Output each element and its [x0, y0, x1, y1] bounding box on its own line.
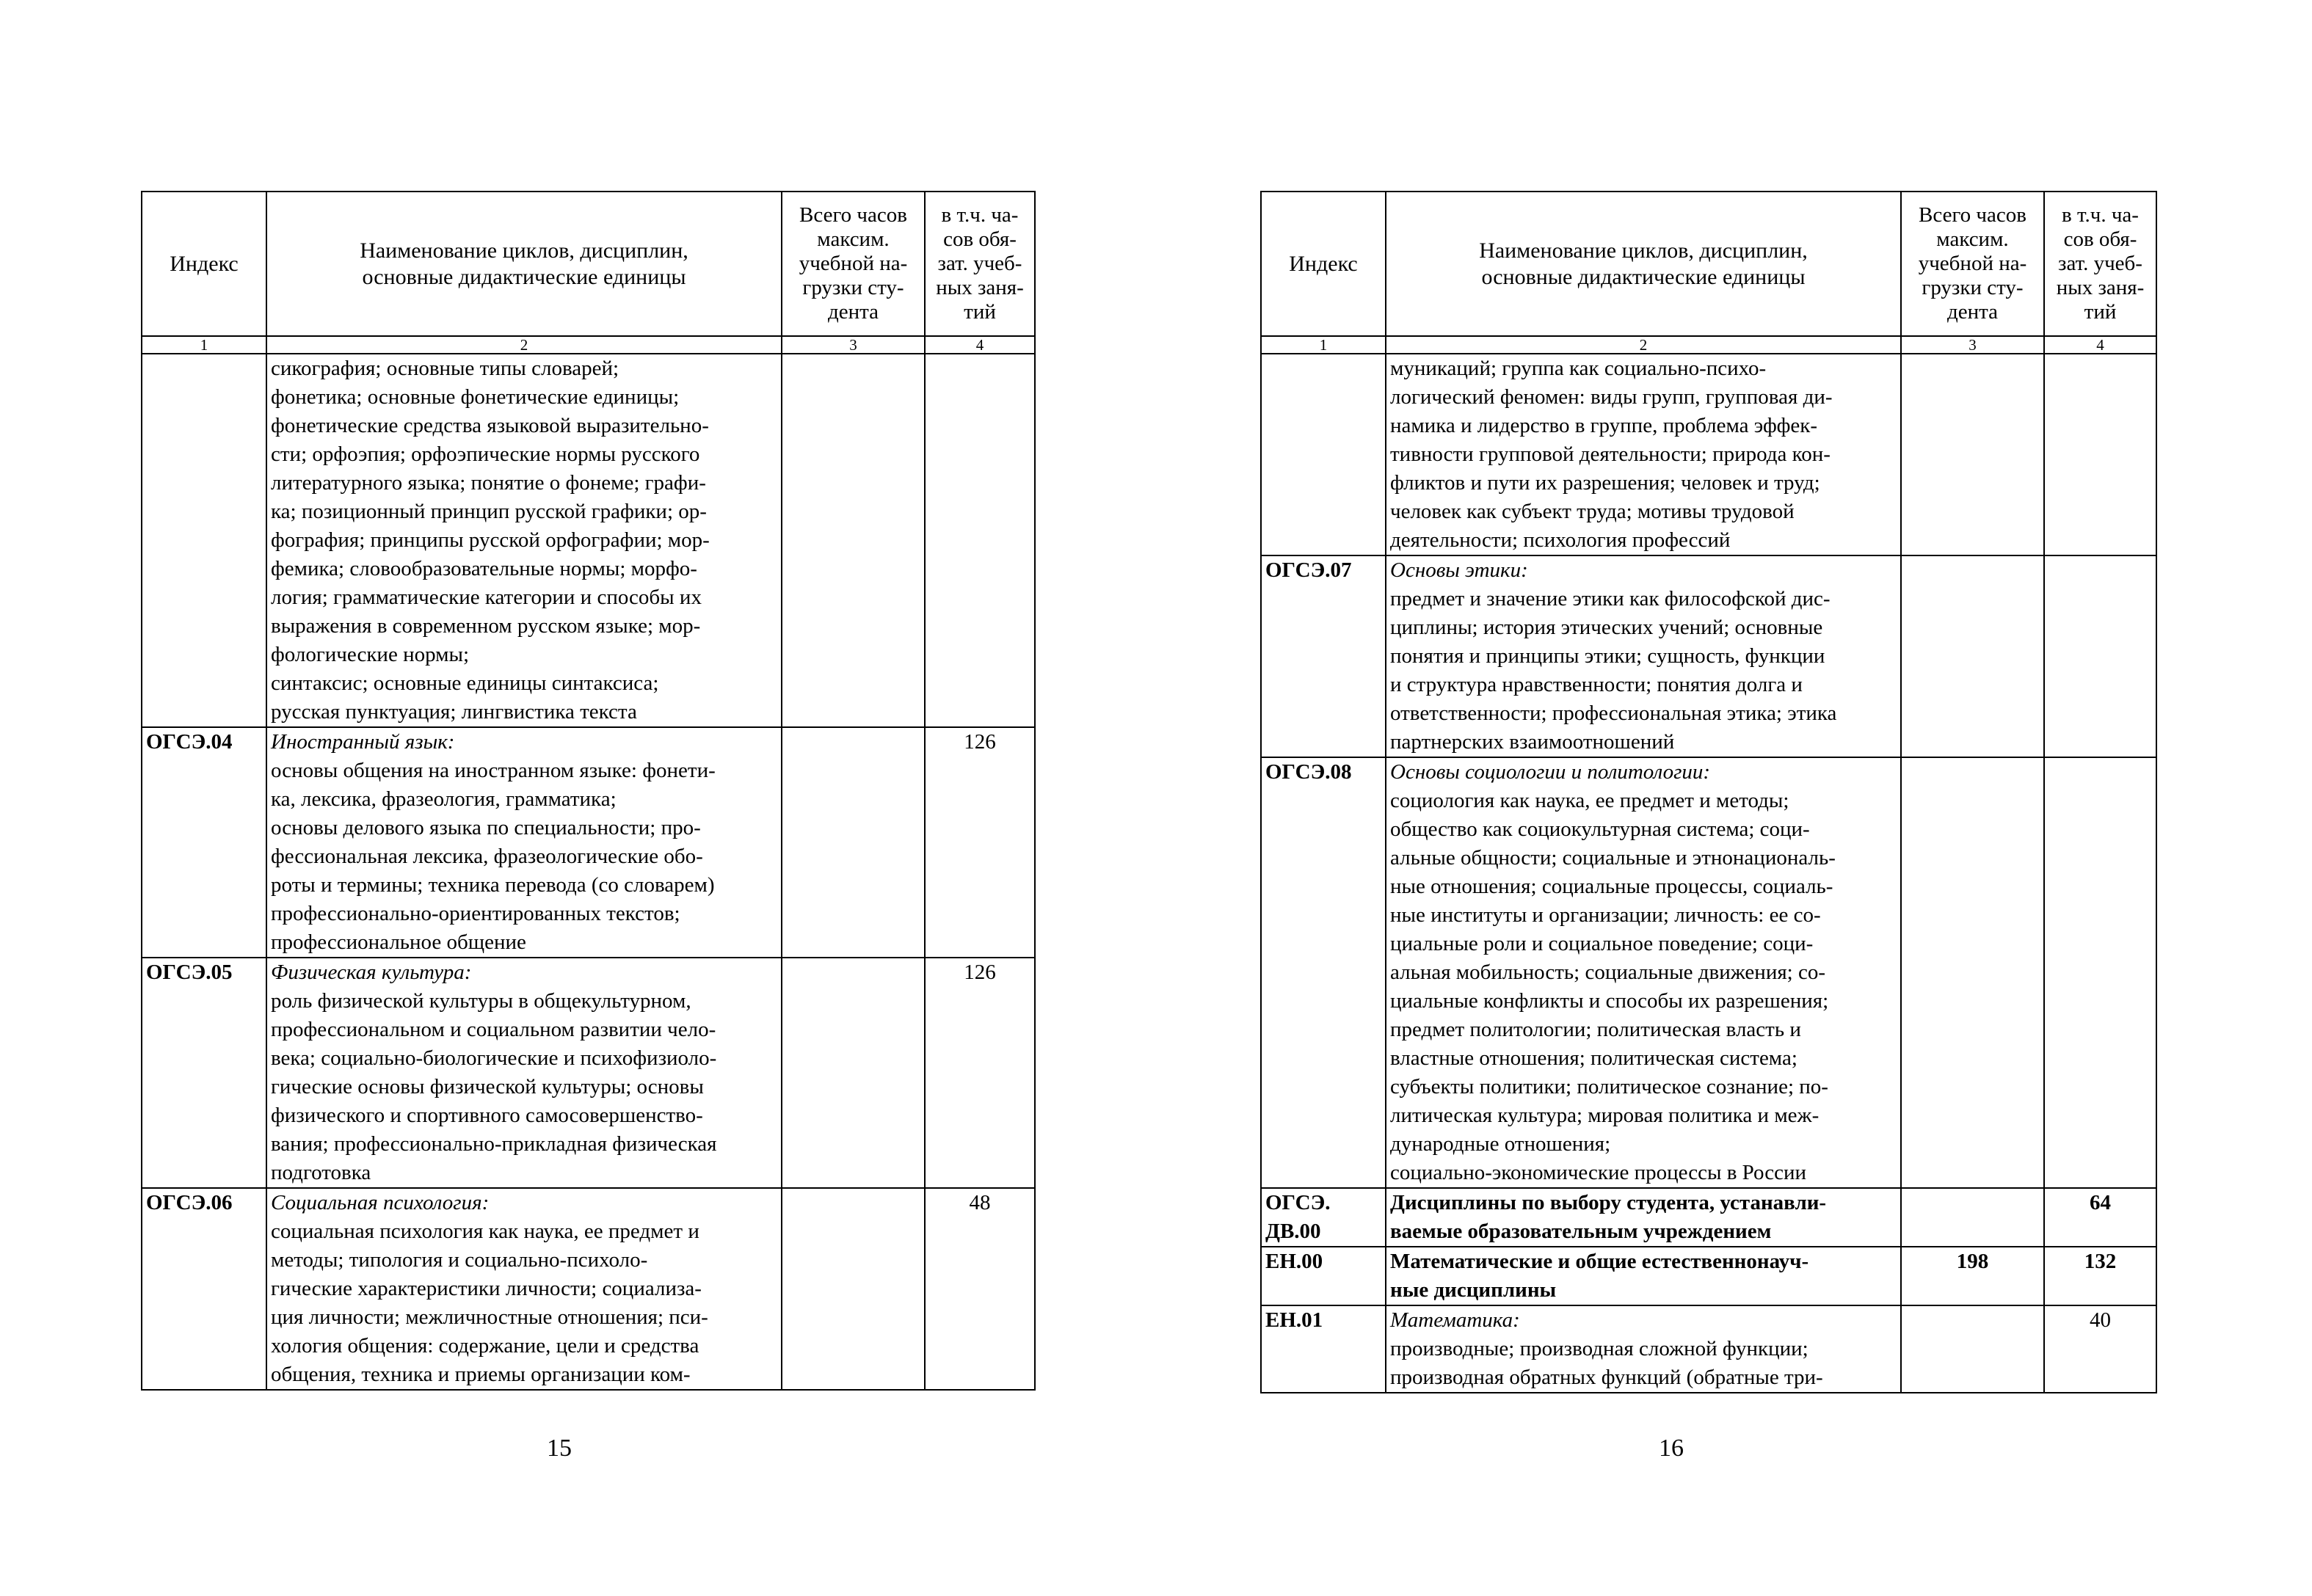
header-name — [266, 192, 782, 336]
column-number-row — [142, 336, 1035, 354]
content-line: муникаций; группа как социально-психо- — [1390, 357, 1767, 380]
row-total-hours: 198 — [1901, 1247, 2044, 1305]
row-content — [1386, 1247, 1901, 1305]
content-line: фликтов и пути их разрешения; человек и труд; — [1390, 471, 1820, 495]
content-line: сикография; основные типы словарей; — [271, 357, 619, 380]
table-row — [1261, 354, 2156, 555]
content-line: намика и лидерство в группе, проблема эффек- — [1390, 414, 1818, 437]
content-line: циальные роли и социальное поведение; соци- — [1390, 932, 1814, 955]
content-line: фография; принципы русской орфографии; мор- — [271, 528, 710, 552]
right-page — [1156, 0, 2312, 1596]
row-mandatory-hours: 40 — [2044, 1305, 2156, 1393]
header-mandatory-line: ных заня- — [936, 276, 1024, 299]
row-index: ОГСЭ. ДВ.00 — [1261, 1188, 1386, 1247]
table-body — [1261, 354, 2156, 1393]
row-content — [1386, 1188, 1901, 1247]
column-number: 1 — [1261, 336, 1386, 354]
content-line: литическая культура; мировая политика и меж- — [1390, 1104, 1820, 1127]
header-mandatory-line: ных заня- — [2056, 276, 2145, 299]
content-line: альная мобильность; социальные движения; со- — [1390, 961, 1826, 984]
content-line: синтаксис; основные единицы синтаксиса; — [271, 671, 659, 695]
column-number: 4 — [925, 336, 1035, 354]
discipline-title: Математика: — [1390, 1308, 1520, 1332]
content-line: фонетические средства языковой выразительно- — [271, 414, 709, 437]
content-line: методы; типология и социально-психоло- — [271, 1248, 648, 1272]
content-line: века; социально-биологические и психофизиоло- — [271, 1046, 717, 1070]
row-mandatory-hours: 126 — [925, 958, 1035, 1188]
discipline-title: Физическая культура: — [271, 961, 472, 984]
curriculum-table — [1260, 191, 2157, 1393]
column-number: 2 — [1386, 336, 1901, 354]
table-row — [1261, 1188, 2156, 1247]
content-line: производная обратных функций (обратные три- — [1390, 1366, 1823, 1389]
header-total-line: максим. — [1936, 227, 2009, 251]
row-content — [1386, 1305, 1901, 1393]
row-index — [142, 354, 266, 727]
header-total-line: максим. — [817, 227, 890, 251]
row-mandatory-hours — [2044, 555, 2156, 757]
row-index: ЕН.01 — [1261, 1305, 1386, 1393]
content-line: альные общности; социальные и этнонациональ- — [1390, 846, 1836, 870]
table-row — [142, 727, 1035, 958]
content-line: ка; позиционный принцип русской графики; ор- — [271, 500, 707, 523]
header-index: Индекс — [142, 192, 266, 336]
header-row — [142, 192, 1035, 336]
row-content — [1386, 354, 1901, 555]
content-line: понятия и принципы этики; сущность, функции — [1390, 644, 1825, 668]
content-line: общения, техника и приемы организации ком- — [271, 1363, 691, 1386]
row-content — [1386, 555, 1901, 757]
row-total-hours — [782, 727, 925, 958]
header-total-line: Всего часов — [1919, 203, 2026, 227]
header-mandatory — [925, 192, 1035, 336]
content-line: циплины; история этических учений; основные — [1390, 616, 1823, 639]
content-line: основы общения на иностранном языке: фонети- — [271, 759, 716, 782]
content-line: гические основы физической культуры; основы — [271, 1075, 704, 1098]
content-line: ция личности; межличностные отношения; пси- — [271, 1305, 708, 1329]
header-row — [1261, 192, 2156, 336]
column-number: 1 — [142, 336, 266, 354]
content-line: роты и термины; техника перевода (со словарем) — [271, 873, 715, 897]
row-mandatory-hours: 48 — [925, 1188, 1035, 1390]
header-total-line: учебной на- — [799, 252, 908, 275]
header-mandatory — [2044, 192, 2156, 336]
content-line: литературного языка; понятие о фонеме; графи- — [271, 471, 706, 495]
page-number: 15 — [547, 1435, 572, 1462]
row-index: ЕН.00 — [1261, 1247, 1386, 1305]
content-line: гические характеристики личности; социализа- — [271, 1277, 702, 1300]
header-mandatory-line: сов обя- — [943, 227, 1017, 251]
discipline-title: Социальная психология: — [271, 1191, 490, 1214]
header-total-line: дента — [827, 300, 879, 324]
curriculum-table — [141, 191, 1036, 1391]
content-line: предмет политологии; политическая власть и — [1390, 1018, 1801, 1041]
header-mandatory-line: тий — [2084, 300, 2117, 324]
row-index: ОГСЭ.04 — [142, 727, 266, 958]
content-line: ответственности; профессиональная этика; этика — [1390, 702, 1837, 725]
content-line: фемика; словообразовательные нормы; морфо- — [271, 557, 697, 580]
content-line: ные отношения; социальные процессы, социаль- — [1390, 875, 1833, 898]
content-line: ные дисциплины — [1390, 1278, 1557, 1302]
row-index: ОГСЭ.06 — [142, 1188, 266, 1390]
row-mandatory-hours — [2044, 354, 2156, 555]
content-line: выражения в современном русском языке; мор- — [271, 614, 701, 638]
discipline-title: Основы социологии и политологии: — [1390, 760, 1711, 784]
row-total-hours — [782, 354, 925, 727]
discipline-title: Основы этики: — [1390, 558, 1528, 582]
content-line: субъекты политики; политическое сознание; по- — [1390, 1075, 1828, 1098]
table-row — [142, 354, 1035, 727]
content-line: роль физической культуры в общекультурном, — [271, 989, 691, 1013]
content-line: ка, лексика, фразеология, грамматика; — [271, 787, 617, 811]
header-name-line: основные дидактические единицы — [362, 264, 686, 289]
header-total-line: Всего часов — [799, 203, 907, 227]
row-content — [266, 958, 782, 1188]
content-line: вания; профессионально-прикладная физическая — [271, 1132, 717, 1156]
table-row — [1261, 757, 2156, 1188]
table-row — [142, 1188, 1035, 1390]
header-name — [1386, 192, 1901, 336]
content-line: партнерских взаимоотношений — [1390, 730, 1675, 754]
header-name-line: Наименование циклов, дисциплин, — [1479, 238, 1808, 263]
header-mandatory-line: зат. учеб- — [2058, 252, 2142, 275]
content-line: властные отношения; политическая система; — [1390, 1046, 1797, 1070]
content-line: Дисциплины по выбору студента, устанавли- — [1390, 1191, 1827, 1214]
header-mandatory-line: тий — [964, 300, 996, 324]
table-body — [142, 354, 1035, 1390]
row-index: ОГСЭ.08 — [1261, 757, 1386, 1188]
content-line: фессиональная лексика, фразеологические обо- — [271, 845, 703, 868]
row-content — [1386, 757, 1901, 1188]
header-mandatory-line: в т.ч. ча- — [941, 203, 1019, 227]
table-row — [1261, 1247, 2156, 1305]
row-index: ОГСЭ.05 — [142, 958, 266, 1188]
row-total-hours — [1901, 354, 2044, 555]
content-line: логия; грамматические категории и способы их — [271, 586, 702, 609]
column-number: 4 — [2044, 336, 2156, 354]
row-content — [266, 1188, 782, 1390]
content-line: логический феномен: виды групп, групповая ди- — [1390, 385, 1833, 409]
column-number: 2 — [266, 336, 782, 354]
header-total — [782, 192, 925, 336]
content-line: фологические нормы; — [271, 643, 470, 666]
row-index: ОГСЭ.07 — [1261, 555, 1386, 757]
header-index: Индекс — [1261, 192, 1386, 336]
content-line: производные; производная сложной функции; — [1390, 1337, 1808, 1360]
content-line: подготовка — [271, 1161, 371, 1184]
table-row — [1261, 555, 2156, 757]
content-line: тивности групповой деятельности; природа кон- — [1390, 442, 1831, 466]
content-line: хология общения: содержание, цели и средства — [271, 1334, 699, 1358]
table-row — [142, 958, 1035, 1188]
header-mandatory-line: сов обя- — [2063, 227, 2137, 251]
content-line: Математические и общие естественнонауч- — [1390, 1250, 1809, 1273]
header-name-line: основные дидактические единицы — [1481, 264, 1806, 289]
row-mandatory-hours: 132 — [2044, 1247, 2156, 1305]
content-line: профессионально-ориентированных текстов; — [271, 902, 680, 925]
header-total — [1901, 192, 2044, 336]
discipline-title: Иностранный язык: — [271, 730, 455, 754]
content-line: социально-экономические процессы в России — [1390, 1161, 1807, 1184]
column-number: 3 — [782, 336, 925, 354]
row-index — [1261, 354, 1386, 555]
row-mandatory-hours — [2044, 757, 2156, 1188]
column-number-row — [1261, 336, 2156, 354]
header-mandatory-line: в т.ч. ча- — [2062, 203, 2139, 227]
content-line: предмет и значение этики как философской дис- — [1390, 587, 1831, 611]
content-line: дународные отношения; — [1390, 1132, 1611, 1156]
column-number: 3 — [1901, 336, 2044, 354]
content-line: социология как наука, ее предмет и методы; — [1390, 789, 1789, 812]
row-content — [266, 727, 782, 958]
row-content — [266, 354, 782, 727]
row-total-hours — [782, 1188, 925, 1390]
table-row — [1261, 1305, 2156, 1393]
content-line: профессиональное общение — [271, 930, 526, 954]
row-total-hours — [1901, 1188, 2044, 1247]
row-total-hours — [1901, 1305, 2044, 1393]
row-total-hours — [1901, 555, 2044, 757]
row-total-hours — [1901, 757, 2044, 1188]
content-line: циальные конфликты и способы их разрешения; — [1390, 989, 1829, 1013]
row-mandatory-hours: 64 — [2044, 1188, 2156, 1247]
row-mandatory-hours — [925, 354, 1035, 727]
row-total-hours — [782, 958, 925, 1188]
header-name-line: Наименование циклов, дисциплин, — [360, 238, 688, 263]
content-line: фонетика; основные фонетические единицы; — [271, 385, 680, 409]
content-line: ные институты и организации; личность: ее со- — [1390, 903, 1821, 927]
content-line: основы делового языка по специальности; про- — [271, 816, 701, 839]
header-total-line: грузки сту- — [1922, 276, 2024, 299]
header-total-line: грузки сту- — [802, 276, 904, 299]
content-line: общество как социокультурная система; соци- — [1390, 817, 1810, 841]
content-line: социальная психология как наука, ее предмет и — [271, 1220, 699, 1243]
row-mandatory-hours: 126 — [925, 727, 1035, 958]
page-number: 16 — [1659, 1435, 1684, 1462]
content-line: деятельности; психология профессий — [1390, 528, 1731, 552]
content-line: физического и спортивного самосовершенство- — [271, 1104, 703, 1127]
header-mandatory-line: зат. учеб- — [937, 252, 1022, 275]
header-total-line: дента — [1946, 300, 1999, 324]
content-line: профессиональном и социальном развитии чело- — [271, 1018, 716, 1041]
header-total-line: учебной на- — [1918, 252, 2027, 275]
content-line: человек как субъект труда; мотивы трудовой — [1390, 500, 1795, 523]
content-line: русская пунктуация; лингвистика текста — [271, 700, 637, 724]
content-line: и структура нравственности; понятия долга и — [1390, 673, 1803, 696]
content-line: ваемые образовательным учреждением — [1390, 1220, 1772, 1243]
content-line: сти; орфоэпия; орфоэпические нормы русского — [271, 442, 700, 466]
